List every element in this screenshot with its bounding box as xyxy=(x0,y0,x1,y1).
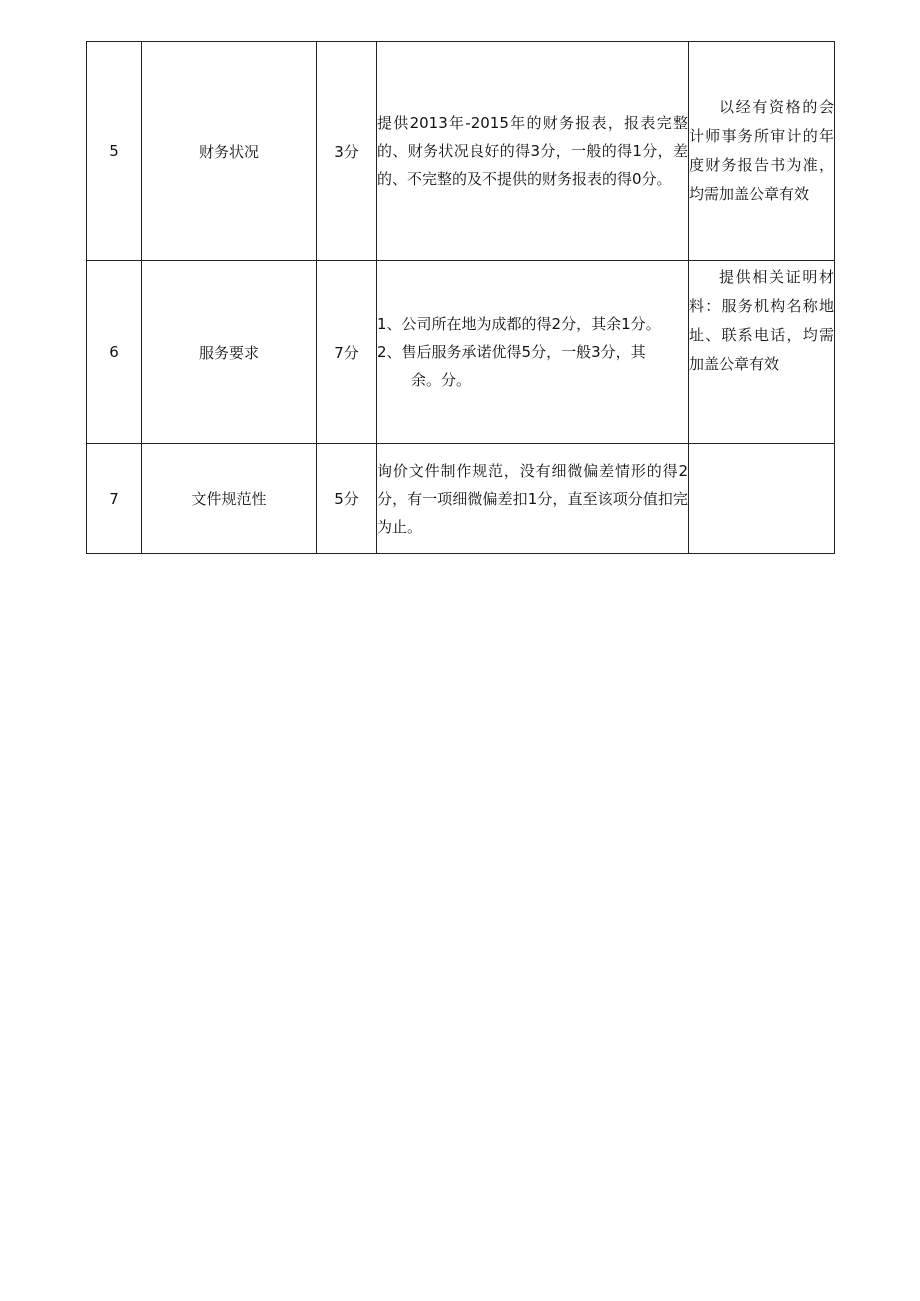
row-number: 5 xyxy=(87,42,142,261)
criterion-name: 财务状况 xyxy=(142,42,317,261)
table-row xyxy=(87,444,835,554)
row-number: 6 xyxy=(87,261,142,444)
scoring-rule-line: 1、公司所在地为成都的得2分，其余1分。 xyxy=(377,315,661,333)
table-row xyxy=(87,261,835,444)
criterion-score: 3分 xyxy=(317,42,377,261)
table-row xyxy=(87,42,835,261)
scoring-rule-line: 2、售后服务承诺优得5分，一般3分，其 xyxy=(377,343,646,361)
scoring-rule: 提供2013年-2015年的财务报表，报表完整的、财务状况良好的得3分，一般的得1分，差的、不完整的及不提供的财务报表的得0分。 xyxy=(377,42,689,261)
scoring-table xyxy=(86,41,835,554)
remark: 以经有资格的会计师事务所审计的年度财务报告书为准，均需加盖公章有效 xyxy=(689,42,835,261)
scoring-rule xyxy=(377,261,689,444)
scoring-rule-line: 余。分。 xyxy=(411,371,472,389)
remark: 提供相关证明材料：服务机构名称地址、联系电话，均需加盖公章有效 xyxy=(689,261,835,444)
criterion-score: 5分 xyxy=(317,444,377,554)
criterion-name: 服务要求 xyxy=(142,261,317,444)
criterion-score: 7分 xyxy=(317,261,377,444)
row-number: 7 xyxy=(87,444,142,554)
criterion-name: 文件规范性 xyxy=(142,444,317,554)
scoring-rule: 询价文件制作规范，没有细微偏差情形的得2分，有一项细微偏差扣1分，直至该项分值扣完为止。 xyxy=(377,444,689,554)
remark xyxy=(689,444,835,554)
